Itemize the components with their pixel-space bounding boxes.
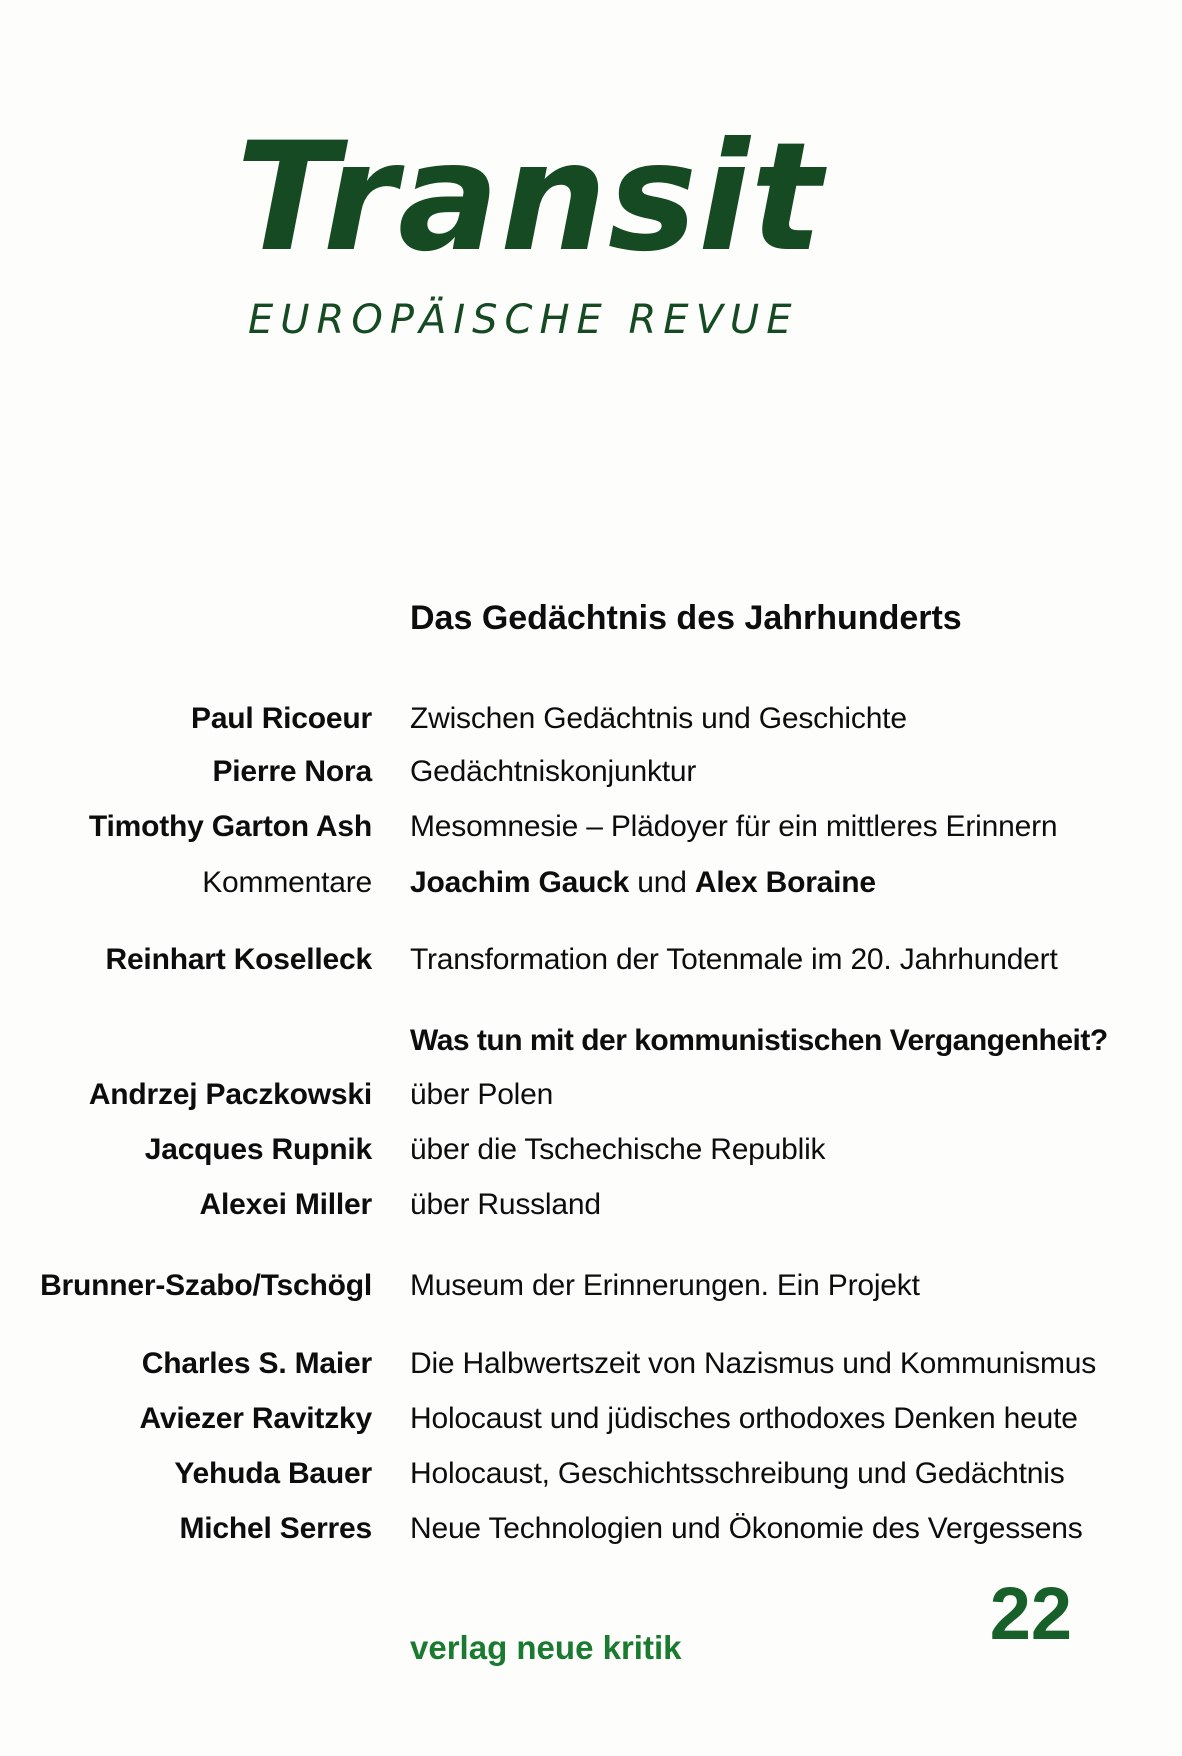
toc-row	[0, 752, 1182, 792]
article-title-segment: Transformation der Totenmale im 20. Jahrhundert	[410, 943, 1058, 976]
toc-row	[0, 1344, 1182, 1384]
article-title	[410, 863, 1182, 903]
author-name: Michel Serres	[179, 1512, 372, 1545]
article-title-segment: Die Halbwertszeit von Nazismus und Kommunismus	[410, 1347, 1097, 1380]
article-title	[410, 807, 1182, 847]
author-name: Timothy Garton Ash	[88, 810, 372, 843]
toc-row	[0, 1266, 1182, 1306]
article-title	[410, 752, 1182, 792]
toc-section-title: Das Gedächtnis des Jahrhunderts	[410, 599, 962, 637]
publisher-name: verlag neue kritik	[410, 1629, 682, 1666]
issue-number: 22	[989, 1572, 1072, 1655]
author-name: Reinhart Koselleck	[105, 943, 372, 976]
article-title	[410, 1266, 1182, 1306]
toc-row	[0, 863, 1182, 903]
article-title	[410, 1509, 1182, 1549]
article-title	[410, 1021, 1182, 1061]
article-title-segment: Neue Technologien und Ökonomie des Vergessens	[410, 1512, 1083, 1545]
article-title	[410, 1075, 1182, 1115]
author-name: Brunner-Szabo/Tschögl	[40, 1269, 372, 1302]
magazine-logo: Transit	[236, 111, 824, 285]
article-title-segment: Holocaust, Geschichtsschreibung und Gedächtnis	[410, 1457, 1065, 1490]
author-name: Jacques Rupnik	[144, 1133, 372, 1166]
toc-row	[0, 1399, 1182, 1439]
article-title	[410, 1399, 1182, 1439]
toc-row	[0, 807, 1182, 847]
toc-row	[0, 1075, 1182, 1115]
author-name: Charles S. Maier	[141, 1347, 372, 1380]
article-title-segment: Mesomnesie – Plädoyer für ein mittleres Erinnern	[410, 810, 1058, 843]
article-title-bold-segment: Was tun mit der kommunistischen Vergangenheit?	[410, 1024, 1108, 1057]
article-title-segment: und	[629, 866, 695, 899]
article-title-segment: über Russland	[410, 1188, 601, 1221]
article-title-bold-segment: Joachim Gauck	[410, 866, 630, 899]
toc-row	[0, 940, 1182, 980]
author-name: Paul Ricoeur	[191, 702, 372, 735]
article-title	[410, 1130, 1182, 1170]
article-title	[410, 940, 1182, 980]
magazine-subtitle: EUROPÄISCHE REVUE	[248, 297, 799, 343]
article-title-segment: über Polen	[410, 1078, 554, 1111]
article-title-segment: Museum der Erinnerungen. Ein Projekt	[410, 1269, 920, 1302]
author-name: Kommentare	[202, 866, 372, 899]
article-title-segment: Gedächtniskonjunktur	[410, 755, 697, 788]
article-title-segment: Holocaust und jüdisches orthodoxes Denken heute	[410, 1402, 1078, 1435]
article-title-bold-segment: Alex Boraine	[694, 866, 876, 899]
article-title	[410, 1454, 1182, 1494]
toc-row	[0, 1185, 1182, 1225]
toc-row	[0, 1454, 1182, 1494]
toc-group-header-row	[0, 1021, 1182, 1061]
article-title-segment: über die Tschechische Republik	[410, 1133, 826, 1166]
author-name: Yehuda Bauer	[174, 1457, 372, 1490]
toc-row	[0, 1509, 1182, 1549]
article-title-segment: Zwischen Gedächtnis und Geschichte	[410, 702, 907, 735]
article-title	[410, 1185, 1182, 1225]
toc-row	[0, 699, 1182, 739]
article-title	[410, 1344, 1182, 1384]
toc-row	[0, 1130, 1182, 1170]
author-name: Andrzej Paczkowski	[88, 1078, 372, 1111]
author-name: Pierre Nora	[212, 755, 372, 788]
article-title	[410, 699, 1182, 739]
author-name: Alexei Miller	[199, 1188, 372, 1221]
author-name: Aviezer Ravitzky	[139, 1402, 372, 1435]
